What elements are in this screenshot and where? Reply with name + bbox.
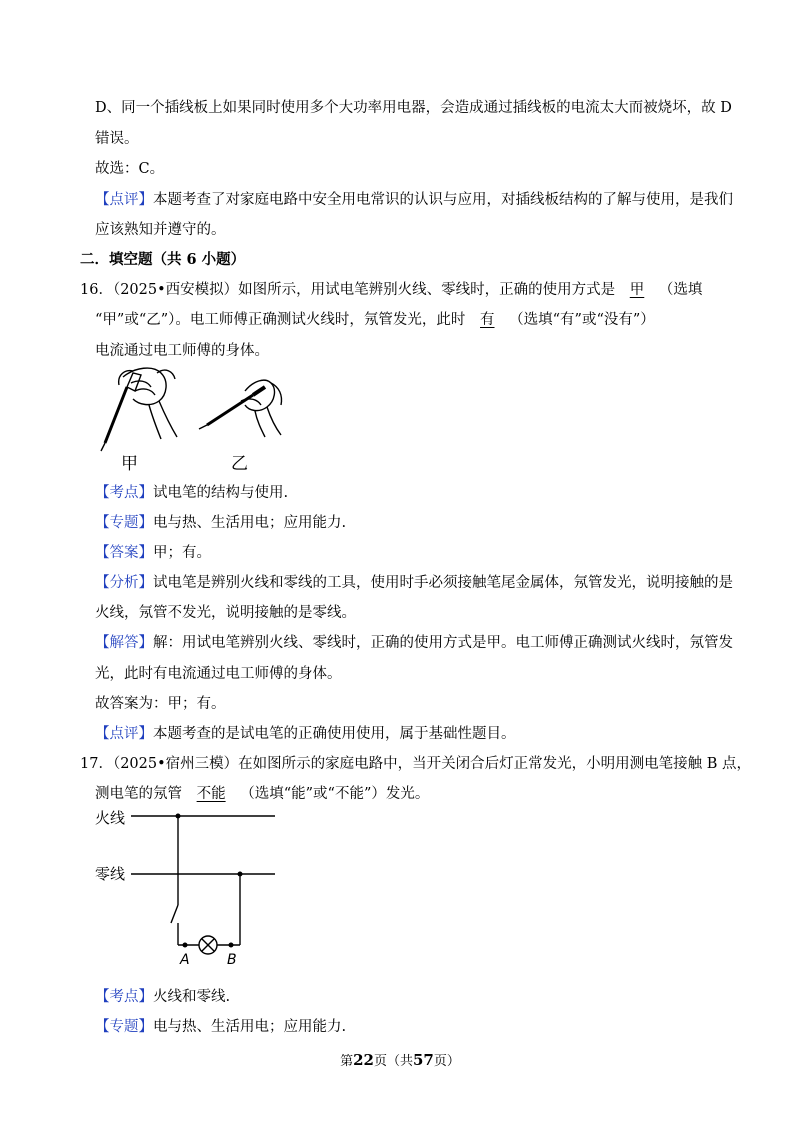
kaodian-tag: 【考点】 bbox=[95, 989, 153, 1005]
q16-stem-line2 bbox=[95, 310, 655, 330]
paragraph-line: 应该熟知并遵守的。 bbox=[95, 222, 226, 238]
page-footer bbox=[0, 1050, 800, 1069]
q17-stem-text: （选填“能”或“不能”）发光。 bbox=[240, 786, 430, 802]
total-page-number: 57 bbox=[413, 1051, 434, 1069]
current-page-number: 22 bbox=[353, 1051, 374, 1069]
q16-daan bbox=[95, 543, 211, 563]
zhuanti-text: 电与热、生活用电；应用能力. bbox=[153, 1019, 347, 1035]
q17-stem-line1: 17．（2025•宿州三模）在如图所示的家庭电路中，当开关闭合后灯正常发光，小明用测电笔接触 B 点， bbox=[80, 756, 752, 772]
switch-icon bbox=[171, 905, 178, 923]
comment-line bbox=[95, 190, 733, 210]
q16-stem-text: （选填“有”或“没有”） bbox=[509, 312, 655, 328]
q16-fenxi bbox=[95, 573, 733, 593]
q16-dianping bbox=[95, 724, 516, 744]
daan-tag: 【答案】 bbox=[95, 545, 153, 561]
circuit-figure bbox=[95, 805, 285, 970]
q17-stem-line2 bbox=[95, 784, 429, 804]
q16-stem-text: （选填 bbox=[658, 282, 703, 298]
q16-stem-text: 16．（2025•西安模拟）如图所示，用试电笔辨别火线、零线时，正确的使用方式是 bbox=[80, 282, 616, 298]
q16-jieda-cont: 光，此时有电流通过电工师傅的身体。 bbox=[95, 666, 342, 682]
q17-kaodian bbox=[95, 987, 230, 1007]
figure-label-yi: 乙 bbox=[231, 454, 248, 474]
paragraph-line: 故选：C。 bbox=[95, 161, 165, 177]
q16-stem-line1 bbox=[80, 280, 702, 300]
point-a-label: A bbox=[180, 952, 190, 968]
dianping-tag: 【点评】 bbox=[95, 726, 153, 742]
kaodian-text: 火线和零线. bbox=[153, 989, 231, 1005]
q16-answer-blank-2: 有 bbox=[480, 312, 495, 328]
daan-text: 甲；有。 bbox=[153, 545, 211, 561]
figure-label-jia: 甲 bbox=[121, 454, 138, 474]
q16-answer-blank-1: 甲 bbox=[629, 282, 645, 298]
kaodian-tag: 【考点】 bbox=[95, 485, 153, 501]
jieda-tag: 【解答】 bbox=[95, 635, 153, 651]
q16-jieda bbox=[95, 633, 733, 653]
section-title: 二．填空题（共 6 小题） bbox=[80, 251, 246, 268]
fenxi-text: 试电笔是辨别火线和零线的工具，使用时手必须接触笔尾金属体，氖管发光，说明接触的是 bbox=[153, 575, 733, 591]
comment-text: 本题考查了对家庭电路中安全用电常识的认识与应用，对插线板结构的了解与使用，是我们 bbox=[153, 192, 733, 208]
hand-holding-pen-wrong-icon bbox=[199, 380, 282, 437]
point-b-label: B bbox=[227, 952, 237, 968]
fenxi-tag: 【分析】 bbox=[95, 575, 153, 591]
q17-zhuanti bbox=[95, 1017, 346, 1037]
q16-stem-line3: 电流通过电工师傅的身体。 bbox=[95, 343, 269, 359]
q16-fenxi-cont: 火线，氖管不发光，说明接触的是零线。 bbox=[95, 605, 356, 621]
zhuanti-text: 电与热、生活用电；应用能力. bbox=[153, 515, 347, 531]
comment-tag: 【点评】 bbox=[95, 192, 153, 208]
q16-stem-text: “甲”或“乙”）。电工师傅正确测试火线时，氖管发光，此时 bbox=[95, 312, 466, 328]
q17-stem-text: 测电笔的氖管 bbox=[95, 786, 182, 802]
dianping-text: 本题考查的是试电笔的正确使用使用，属于基础性题目。 bbox=[153, 726, 516, 742]
kaodian-text: 试电笔的结构与使用. bbox=[153, 485, 289, 501]
q16-kaodian bbox=[95, 483, 288, 503]
paragraph-line: 错误。 bbox=[95, 131, 139, 147]
paragraph-line: D、同一个插线板上如果同时使用多个大功率用电器，会造成通过插线板的电流太大而被烧坏，故 D bbox=[95, 100, 732, 116]
q16-zhuanti bbox=[95, 513, 346, 533]
footer-text: 第 bbox=[340, 1054, 354, 1069]
live-wire-label: 火线 bbox=[95, 809, 126, 827]
hand-holding-pen-correct-icon bbox=[101, 368, 177, 451]
zhuanti-tag: 【专题】 bbox=[95, 515, 153, 531]
jieda-text: 解：用试电笔辨别火线、零线时，正确的使用方式是甲。电工师傅正确测试火线时，氖管发 bbox=[153, 635, 733, 651]
q16-answer: 故答案为：甲；有。 bbox=[95, 696, 226, 712]
footer-text: 页） bbox=[433, 1054, 460, 1069]
q17-answer-blank: 不能 bbox=[196, 786, 226, 802]
neutral-wire-label: 零线 bbox=[95, 865, 126, 883]
footer-text: 页（共 bbox=[373, 1054, 413, 1069]
test-pen-figure bbox=[95, 365, 295, 475]
zhuanti-tag: 【专题】 bbox=[95, 1019, 153, 1035]
